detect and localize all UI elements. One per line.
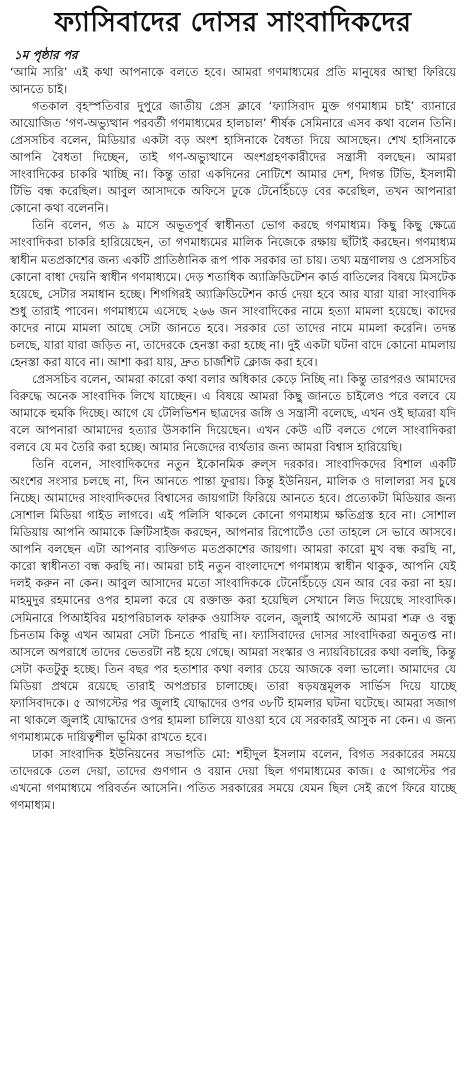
article-paragraph: গতকাল বৃহস্পতিবার দুপুরে জাতীয় প্রেস ক্লাবে ‘ফ্যাসিবাদ মুক্ত গণমাধ্যম চাই’ ব্যানারে আয়োজিত ‘গণ-অভ্যুত্থান পরবর্তী গণমাধ্যমের হালচাল’ শীর্ষক সেমিনারে এসব কথা বলেন তিনি। প্রেসসচিব বলেন, মিডিয়ার একটা বড় অংশ হাসিনাকে বৈধতা দিয়ে আসছেন। শেখ হাসিনাকে আপনি বৈধতা দিচ্ছেন, তাই গণ-অভ্যুত্থানে অংশগ্রহণকারীদের সন্ত্রাসী বলছেন। আমরা সাংবাদিকের চাকরি খাচ্ছি না। কিন্তু তারা একদিনের নোটিশে আমার দেশ, দিগন্ত টিভি, ইসলামী টিভি বন্ধ করেছিল। আবুল আসাদকে অফিসে ঢুকে টেনেহিঁচড়ে বের করেছিল, তখন আপনারা কোনো কথা বলেননি। xyxy=(10,99,456,216)
article-paragraph: ঢাকা সাংবাদিক ইউনিয়নের সভাপতি মো: শহীদুল ইসলাম বলেন, বিগত সরকারের সময়ে তাদেরকে তেল দেয়া, তাদের গুণগান ও বয়ান দেয়া ছিল গণমাধ্যমের কাজ। ৫ আগস্টের পর এখনো গণমাধ্যমে পরিবর্তন আসেনি। পতিত সরকারের সময়ে যেমন ছিল সেই রূপে ফিরে যাচ্ছে গণমাধ্যম। xyxy=(10,746,456,813)
article-body xyxy=(10,64,456,814)
article-paragraph: তিনি বলেন, সাংবাদিকদের নতুন ইকোনমিক রুল্স দরকার। সাংবাদিকদের বিশাল একটি অংশের সংসার চলছে না, দিন আনতে পান্তা ফুরায়। কিন্তু ইউনিয়ন, মালিক ও দালালরা সব চুষে নিচ্ছে। আমাদের সাংবাদিকদের বিশ্বাসের জায়গাটা ফিরিয়ে আনতে হবে। প্রত্যেকটা মিডিয়ার জন্য সোশাল মিডিয়া গাইড লাগবে। এই পলিসি থাকলে কোনো গণমাধ্যম ক্ষতিগ্রস্ত হবে না। সোশাল মিডিয়ায় আপনি আমাকে ক্রিটিসাইজ করছেন, আপনার রিপোর্টেও তো তাহলে সে ভাবে আসবে। আপনি বলছেন এটা আপনার ব্যক্তিগত মতপ্রকাশের জায়গা। আমরা কারো মুখ বন্ধ করছি না, কারো স্বাধীনতা বন্ধ করছি না। আমরা চাই নতুন বাংলাদেশে গণমাধ্যম স্বাধীন থাকুক, আপনি যেই দলই করুন না কেন। আবুল আসাদের মতো সাংবাদিককে টেনেহিঁচড়ে যেন আর বের করা না হয়। মাহমুদুর রহমানের ওপর হামলা করে যে রক্তাক্ত করা হয়েছিল সেখানে লিড দিয়েছে সাংবাদিক। সেমিনারে পিআইবির মহাপরিচালক ফারুক ওয়াসিফ বলেন, জুলাই আগস্টে আমরা শত্রু ও বন্ধু চিনতাম কিন্তু এখন আমরা সেটা চিনতে পারছি না। ফ্যাসিবাদের দোসর সাংবাদিকরা অনুতপ্ত না। আসলে অপরাধে তাদের ভেতরটা নষ্ট হয়ে গেছে। আমরা সংস্কার ও ন্যায়বিচারের কথা বলছি, কিন্তু সেটা কতটুকু হচ্ছে। তিন বছর পর হতাশার কথা বলার চেয়ে আজকে বলা ভালো। আমাদের যে মিডিয়া প্রথমে রয়েছে তারাই অপপ্রচার চালাচ্ছে। তারা ষড়যন্ত্রমূলক সার্ভিস দিয়ে যাচ্ছে ফ্যাসিবাদকে। ৫ আগস্টের পর জুলাই যোদ্ধাদের ওপর ৩৮টি হামলার ঘটনা ঘটেছে। আমরা সজাগ না থাকলে জুলাই যোদ্ধাদের ওপর হামলা চালিয়ে যাওয়া হবে যে সরকারই আসুক না কেন। এ জন্য গণমাধ্যমকে দায়িত্বশীল ভূমিকা রাখতে হবে। xyxy=(10,457,456,744)
article-paragraph: তিনি বলেন, গত ৯ মাসে অভূতপূর্ব স্বাধীনতা ভোগ করছে গণমাধ্যম। কিছু কিছু ক্ষেত্রে সাংবাদিকরা চাকরি হারিয়েছেন, তা গণমাধ্যমের মালিক নিজেকে রক্ষায় ছাঁটাই করছেন। গণমাধ্যম স্বাধীন মতপ্রকাশের জন্য একটি প্রাতিষ্ঠানিক রূপ পাক সরকার তা চায়। তথ্য মন্ত্রণালয় ও প্রেসসচিব কোনো বাধা দেয়নি স্বাধীন গণমাধ্যমে। দেড় শতাধিক অ্যাক্রিডিটেশন কার্ড বাতিলের বিষয়ে মিসটেক হয়েছে, সেটার সমাধান হচ্ছে। শিগগিরই অ্যাক্রিডিটেশন কার্ড দেয়া হবে আর যারা যারা সাংবাদিক শুধু তারাই পাবেন। গণমাধ্যমে এসেছে ২৬৬ জন সাংবাদিকের নামে হত্যা মামলা হয়েছে। কাদের কাদের নামে মামলা আছে সেটা জানতে হবে। সরকার তো তাদের নামে মামলা করেনি। তদন্ত চলছে, যারা যারা জড়িত না, তাদেরকে হেনস্তা করা হচ্ছে না। দুই একটা ঘটনা বাদে কোনো মামলায় হেনস্তা করা যাবে না। আশা করা যায়, দ্রুত চার্জশিট ক্লোজ করা হবে। xyxy=(10,218,456,369)
headline: ফ্যাসিবাদের দোসর সাংবাদিকদের xyxy=(54,7,412,38)
continuation-note: ১ম পৃষ্ঠার পর xyxy=(14,48,78,62)
article-paragraph: ‘আমি স্যরি’ এই কথা আপনাকে বলতে হবে। আমরা গণমাধ্যমের প্রতি মানুষের আস্থা ফিরিয়ে আনতে চাই। xyxy=(10,65,456,97)
article-paragraph: প্রেসসচিব বলেন, আমরা কারো কথা বলার অধিকার কেড়ে নিচ্ছি না। কিন্তু তারপরও আমাদের বিরুদ্ধে অনেক সাংবাদিক লিখে যাচ্ছেন। এ বিষয়ে আমরা কিছু জানতে চাইলেও পরে বলবে যে আমাকে হুমকি দিচ্ছে। আগে যে টেলিভিশন ছাত্রদের জঙ্গি ও সন্ত্রাসী বলেছে, এখন ওই ছাত্ররা যদি বলে আপনারা আমাদের হত্যার উসকানি দিয়েছেন। এখন কেউ এটি বলতে গেলে সাংবাদিকরা বলবে যে মব তৈরি করা হচ্ছে। আমার নিজেদের ব্যর্থতার জন্য আমরা বিশ্বাস হারিয়েছি। xyxy=(10,371,456,455)
